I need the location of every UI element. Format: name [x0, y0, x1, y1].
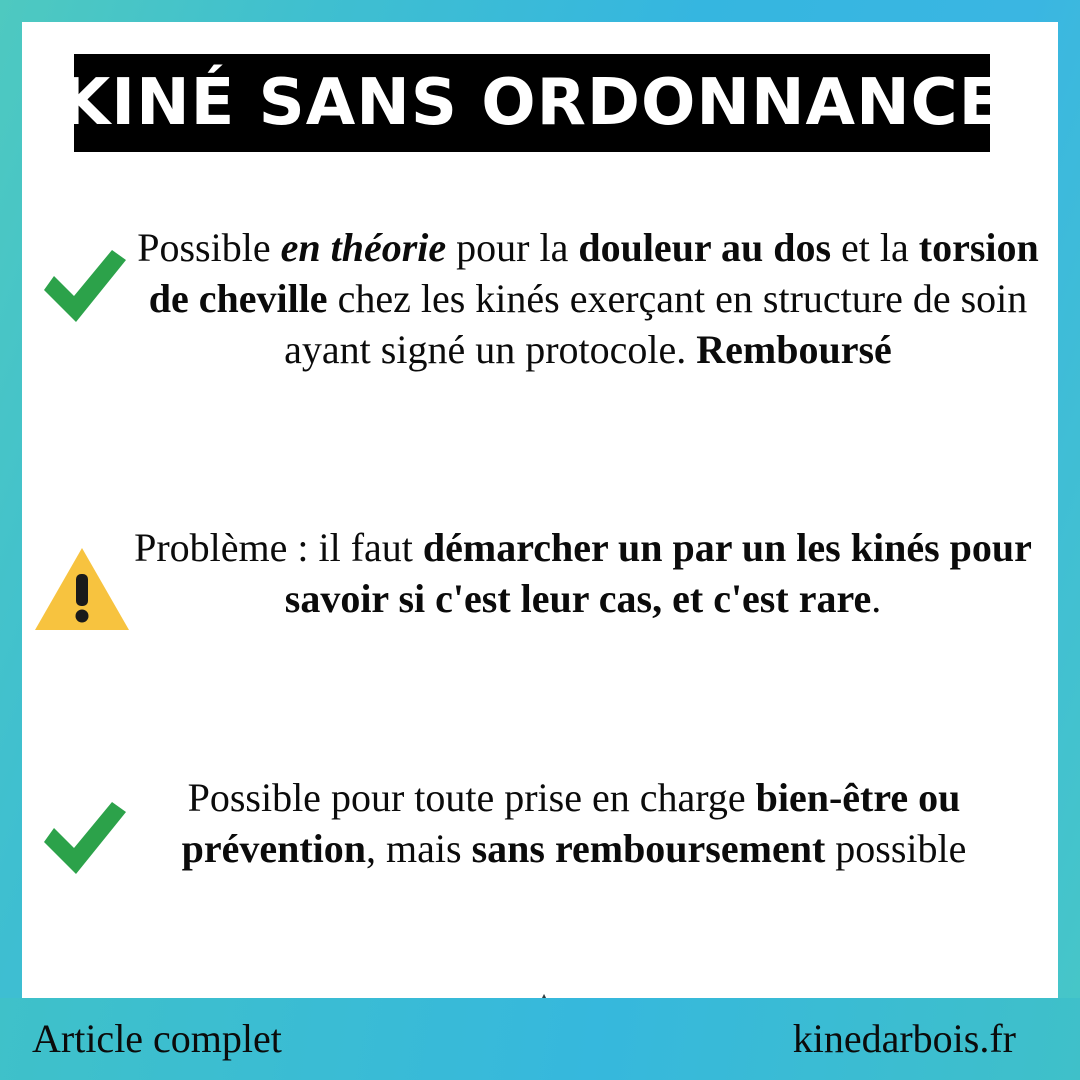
article-link-label[interactable]: Article complet — [32, 1016, 282, 1061]
check-icon — [30, 772, 134, 882]
website-label[interactable]: kinedarbois.fr — [792, 1016, 1016, 1061]
content-card — [22, 22, 1058, 1061]
footer-bar — [0, 998, 1080, 1080]
title-banner — [60, 54, 1004, 152]
list-item — [30, 222, 1042, 376]
warning-icon — [30, 522, 134, 634]
page-title: KINÉ SANS ORDONNANCE — [60, 66, 1004, 140]
list-item-text: Possible pour toute prise en charge bien-être ou prévention, mais sans remboursement possible — [181, 775, 967, 872]
check-icon — [30, 222, 134, 330]
list-item — [30, 522, 1042, 634]
list-item — [30, 772, 1042, 882]
list-item-text: Problème : il faut démarcher un par un les kinés pour savoir si c'est leur cas, et c'est rare. — [134, 525, 1032, 622]
list-item-text: Possible en théorie pour la douleur au dos et la torsion de cheville chez les kinés exerçant en structure de soin ayant signé un protocole. Remboursé — [137, 225, 1039, 373]
